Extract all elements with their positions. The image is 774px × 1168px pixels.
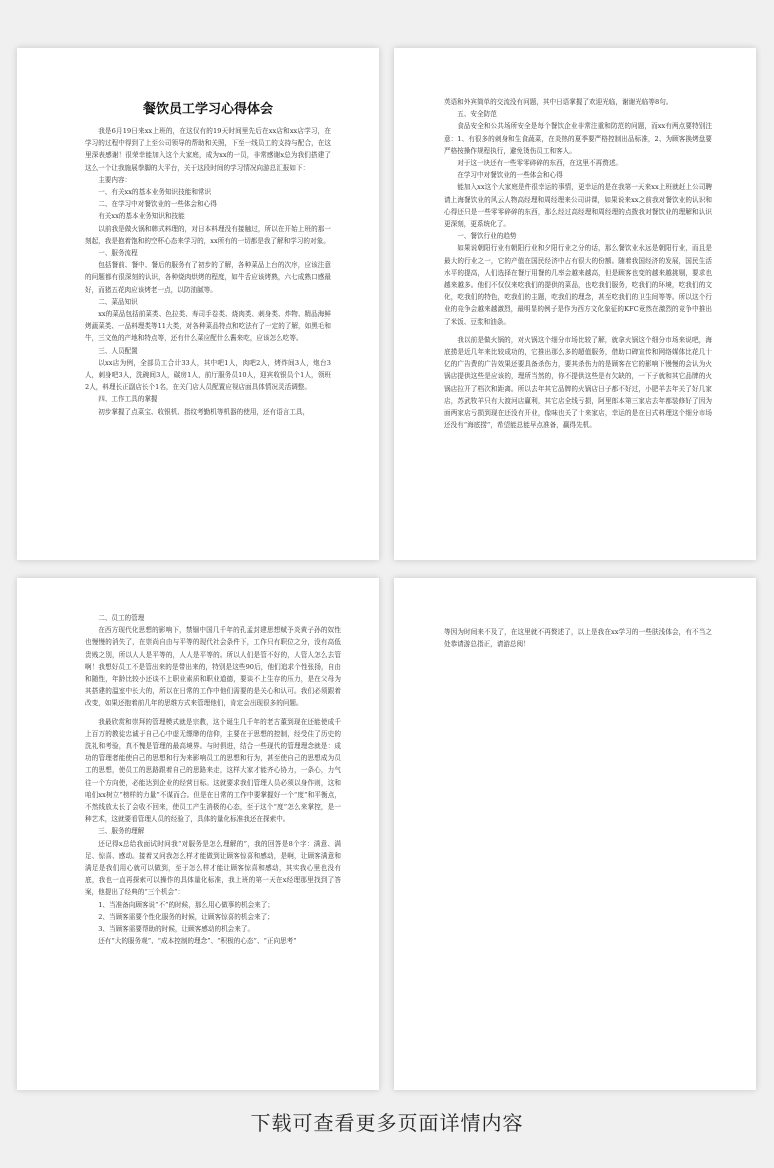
paragraph: 食品安全和公共场所安全是每个餐饮企业非常注重和防范的问题，而xx有两点要特别注意：1、有很多的刺身和生食蔬菜，在炎热的夏季要严格控制出品标准，2、为顾客换烤盘要严格按操作规程执行，避免烫伤员工和客人。 [444, 122, 712, 155]
main-content-label: 主要内容： [98, 175, 132, 184]
section-heading: 一、餐饮行业的趋势 [457, 232, 517, 241]
section-heading: 五、安全防范 [457, 110, 497, 119]
section-heading: 二、菜品知识 [98, 297, 138, 306]
document-title: 餐饮员工学习心得体会 [142, 102, 273, 117]
section-heading: 有关xx的基本业务知识和技能 [98, 212, 185, 221]
paragraph: 如果说朝阳行业有朝阳行业和夕阳行业之分的话，那么餐饮业永远是朝阳行业，而且是最大的行业之一，它的产值在国民经济中占有很大的份额。随着我国经济的发展，国民生活水平的提高，人们选择在餐厅用餐的几率会越来越高，但是顾客也变的越来越挑剔，要求也越来越多。他们不仅仅来吃我们的提供的菜品，也吃我们服务，吃我们的环境，吃我们的文化，吃我们的特色，吃我们的主题，吃我们的理念，甚至吃我们的卫生间等等。所以这个行业的竞争会越来越激烈，最明显的例子是作为西方文化象征的KFC竟然在激烈的竞争中推出了米饭、豆浆和油条。 [444, 244, 712, 326]
paragraph: 还有“大的服务观”、“成本控制的理念”、“积极的心态”、“正向思考” [98, 937, 297, 946]
paragraph: 我最欣赏和崇拜的管理模式就是宗教，这个诞生几千年的老古董到现在还能使成千上百万的教徒忠诚于自己心中虚无缥缈的信仰，主要在于思想的控制，经受住了历史的洗礼和考验，真不愧是管理的最高境界。与时俱进，结合一些现代的管理理念就是：成功的管理者能使自己的思想和行为来影响员工的思想和行为，甚至使自己的思想成为员工的思想，使员工的思路跟着自己的思路来走，这样大家才能齐心协力，一条心，力气往一个方向使，必能达到企业的经营目标。这就要求我们管理人员必须以身作则，这和咱们xx树立“榜样的力量”不谋而合。但是在日常的工作中要掌握好一个“度”和平衡点，不然线放太长了会收不回来，使员工产生消极的心态，至于这个“度”怎么来掌控，是一种艺术，这就要看管理人员的经验了，具体的量化标准我还在探索中。 [85, 717, 341, 824]
section-heading: 在学习中对餐饮业的一些体会和心得 [457, 171, 563, 180]
list-item: 2、当顾客需要个性化服务的时候，让顾客惊喜的机会来了； [98, 912, 274, 921]
section-heading: 一、服务流程 [98, 249, 138, 258]
document-page-3 [17, 578, 379, 1090]
paragraph: xx的菜品包括前菜类、色拉类、寿司手卷类、烧肉类、刺身类、炸物、精品海鲜烤蔬菜类、一品料理类等11大类，对各种菜品特点和吃法有了一定的了解，如黑毛和牛，三文鱼的产地和特点等，还有什么菜应配什么酱来吃，应该怎么吃等。 [85, 310, 331, 343]
document-page-1 [17, 48, 379, 560]
paragraph: 对于这一块还有一些零零碎碎的东西，在这里不再赘述。 [457, 159, 623, 168]
section-heading: 三、服务的理解 [98, 827, 145, 836]
paragraph: 等因为时间来不及了，在这里就不再赘述了，以上是我在xx学习的一些肤浅体会，有不当之处恭请游总指正，请游总阅！ [444, 628, 712, 649]
paragraph: 以前我是做火锅和韩式料理的，对日本料理没有接触过，所以在开始上班的那一刻起，我是抱着饱和的空杯心态来学习的，xx所有的一切都是我了解和学习的对象。 [85, 224, 331, 245]
download-more-link[interactable]: 下载可查看更多页面详情内容 [250, 1111, 524, 1135]
list-item: 3、当顾客需要帮助的时候，让顾客感动的机会来了。 [98, 925, 255, 934]
list-item: 1、当准备向顾客说“不”的时候，那么用心做事的机会来了； [98, 900, 274, 909]
document-page-2 [394, 48, 756, 560]
toc-item-2: 二、在学习中对餐饮业的一些体会和心得 [98, 200, 217, 209]
paragraph: 我以前是做火锅的，对火锅这个细分市场比较了解，就拿火锅这个细分市场来说吧，海底捞是近几年来比较成功的，它推出那么多的超值服务，借助口碑宣传和网络媒体比花几十亿的广告费的广告效果还要具备杀伤力，要其杀伤力的是顾客在它的影响下慢慢的会认为火锅店提供这些是应该的，理所当然的，你不提供这些是有欠缺的，一下子就和其它品牌的火锅店拉开了档次和距离。所以去年其它品牌的火锅店日子都不好过，小肥羊去年关了好几家店，苏武牧羊只有大渡河店赢利，其它店全线亏损，阿里郎本第三家店去年都装修好了因为面两家店亏损到现在还没有开业，像味也关了十来家店，幸运的是在日式料理这个细分市场还没有“海底捞”，希望能总能早点准备，赢得先机。 [444, 335, 712, 430]
paragraph: 在西方现代化思想的影响下，禁锢中国几千年的孔孟封建思想赋予炎黄子孙的奴性也慢慢的消失了，在崇尚自由与平等的现代社会条件下，工作只有职位之分，没有高低贵贱之别，所以人人是平等的，人人是平等的。所以人们是管不好的，人管人怎么去管啊！我想好员工不是管出来的是带出来的，特别是这些90后，他们追求个性张扬，自由和随性，年龄比较小还谈不上职业素质和职业道德，要谈不上生存的压力，是在父母为其搭建的温室中长大的，所以在日常的工作中他们需要的是关心和认可。我们必须跟着改变，如果还抱着前几年的思维方式来管理他们，肯定会出现很多的问题。 [85, 626, 341, 708]
paragraph: 能加入xx这个大家庭是件很幸运的事情，更幸运的是在我第一天来xx上班就赶上公司聘请上海餐饮业的风云人物高经理和周经理来公司讲课，如果说来xx之前我对餐饮业的认识和心得还只是一些零零碎碎的东西，那么经过高经理和周经理的点拨我对餐饮业的理解和认识更深刻，更系统化了。 [444, 183, 712, 229]
section-heading: 三、人员配置 [98, 346, 138, 355]
section-heading: 二、员工的管理 [98, 614, 145, 622]
paragraph: 还记得x总给我面试时问我“对服务是怎么理解的”，我的回答是8个字：满意、满足、惊喜、感动。接着又问我怎么样才能做到让顾客惊喜和感动，是啊，让顾客满意和满足是我们用心就可以做到，至于怎么样才能让顾客惊喜和感动，其实我心里也没有底，我也一直再探索可以操作的具体量化标准，我上班的第一天在x经理那里找到了答案，他提出了经典的“三个机会”： [85, 839, 341, 897]
intro-paragraph: 我是6月19日来xx上班的，在这仅有的19天时间里先后在xx店和xx店学习，在学习的过程中得到了上至公司领导的帮助和关照，下至一线员工的支持与配合，在这里深表感谢！很荣幸能加入这个大家庭，成为xx的一员，非常感谢x总为我们搭建了这么一个让我施展拳脚的大平台，关于这段时间的学习情况向游总汇报如下： [85, 127, 331, 172]
paragraph: 包括餐前、餐中、餐后的服务有了初步的了解，各种菜品上台的次序，应该注意的问题都有很深刻的认识，各种烧肉烘烤的程度，如牛舌应该烤熟，六七成熟口感最好，而猪五花肉应该烤老一点，以防油腻等。 [85, 261, 331, 294]
paragraph: 英语和外宾简单的交流没有问题，其中日语掌握了欢迎光临，谢谢光临等8句。 [444, 98, 673, 106]
paragraph: 初步掌握了点菜宝、收银机、指纹考勤机等机器的使用，还有语言工具， [98, 407, 310, 416]
toc-item-1: 一、有关xx的基本业务知识技能和常识 [98, 188, 212, 197]
section-heading: 四、工作工具的掌握 [98, 395, 158, 404]
paragraph: 以xx店为例，全部员工合计33人，其中吧1人，肉吧2人，烤炸间3人，炮台3人，刺身吧3人，洗碗间3人，碳房1人，前厅服务员10人，迎宾收银员个1人，领班2人，料理长正副店长个1名，在关门店人员配置应视店面具体情况灵活调整。 [85, 358, 331, 392]
document-page-4 [394, 578, 756, 1090]
